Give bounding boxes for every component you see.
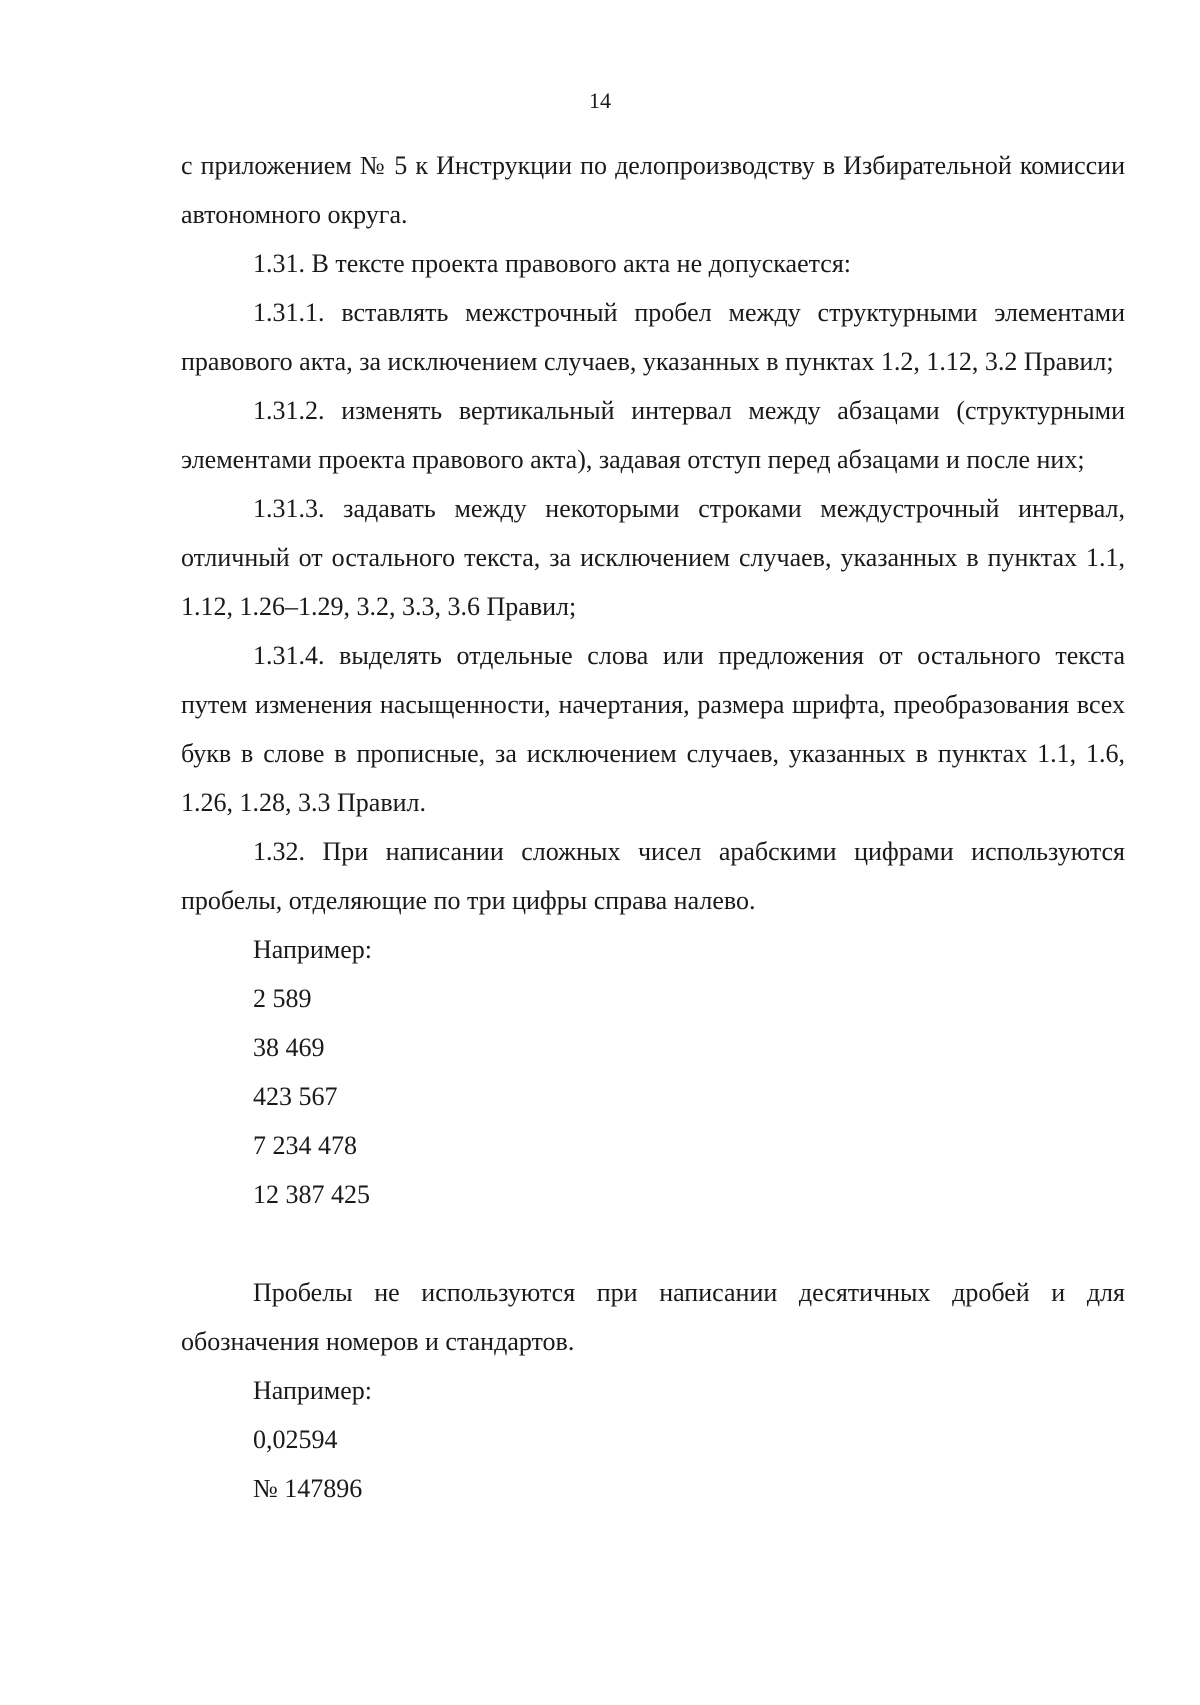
document-body: [181, 141, 1125, 1513]
example-label: Например:: [253, 1376, 373, 1405]
example-number: 7 234 478: [253, 1131, 357, 1160]
example-number-sign: № 147896: [253, 1474, 363, 1503]
paragraph-1-31-3: 1.31.3. задавать между некоторыми строками междустрочный интервал, отличный от остального текста, за исключением случаев, указанных в пунктах 1.1, 1.12, 1.26–1.29, 3.2, 3.3, 3.6 Правил;: [181, 494, 1125, 621]
paragraph-1-31: 1.31. В тексте проекта правового акта не допускается:: [253, 249, 852, 278]
example-number: 12 387 425: [253, 1180, 370, 1209]
paragraph-1-32: 1.32. При написании сложных чисел арабскими цифрами используются пробелы, отделяющие по три цифры справа налево.: [181, 837, 1125, 915]
example-number: 423 567: [253, 1082, 338, 1111]
example-decimal: 0,02594: [253, 1425, 338, 1454]
example-label: Например:: [253, 935, 373, 964]
example-number: 38 469: [253, 1033, 325, 1062]
paragraph-continuation: с приложением № 5 к Инструкции по делопроизводству в Избирательной комиссии автономного округа.: [181, 151, 1125, 229]
example-number: 2 589: [253, 984, 312, 1013]
paragraph-1-31-1: 1.31.1. вставлять межстрочный пробел между структурными элементами правового акта, за исключением случаев, указанных в пунктах 1.2, 1.12, 3.2 Правил;: [181, 298, 1125, 376]
paragraph-no-spaces: Пробелы не используются при написании десятичных дробей и для обозначения номеров и стандартов.: [181, 1278, 1125, 1356]
page-number: 14: [589, 88, 611, 113]
paragraph-1-31-2: 1.31.2. изменять вертикальный интервал между абзацами (структурными элементами проекта правового акта), задавая отступ перед абзацами и после них;: [181, 396, 1125, 474]
paragraph-1-31-4: 1.31.4. выделять отдельные слова или предложения от остального текста путем изменения насыщенности, начертания, размера шрифта, преобразования всех букв в слове в прописные, за исключением случаев, указанных в пунктах 1.1, 1.6, 1.26, 1.28, 3.3 Правил.: [181, 641, 1125, 817]
blank-line: [181, 1219, 1125, 1268]
